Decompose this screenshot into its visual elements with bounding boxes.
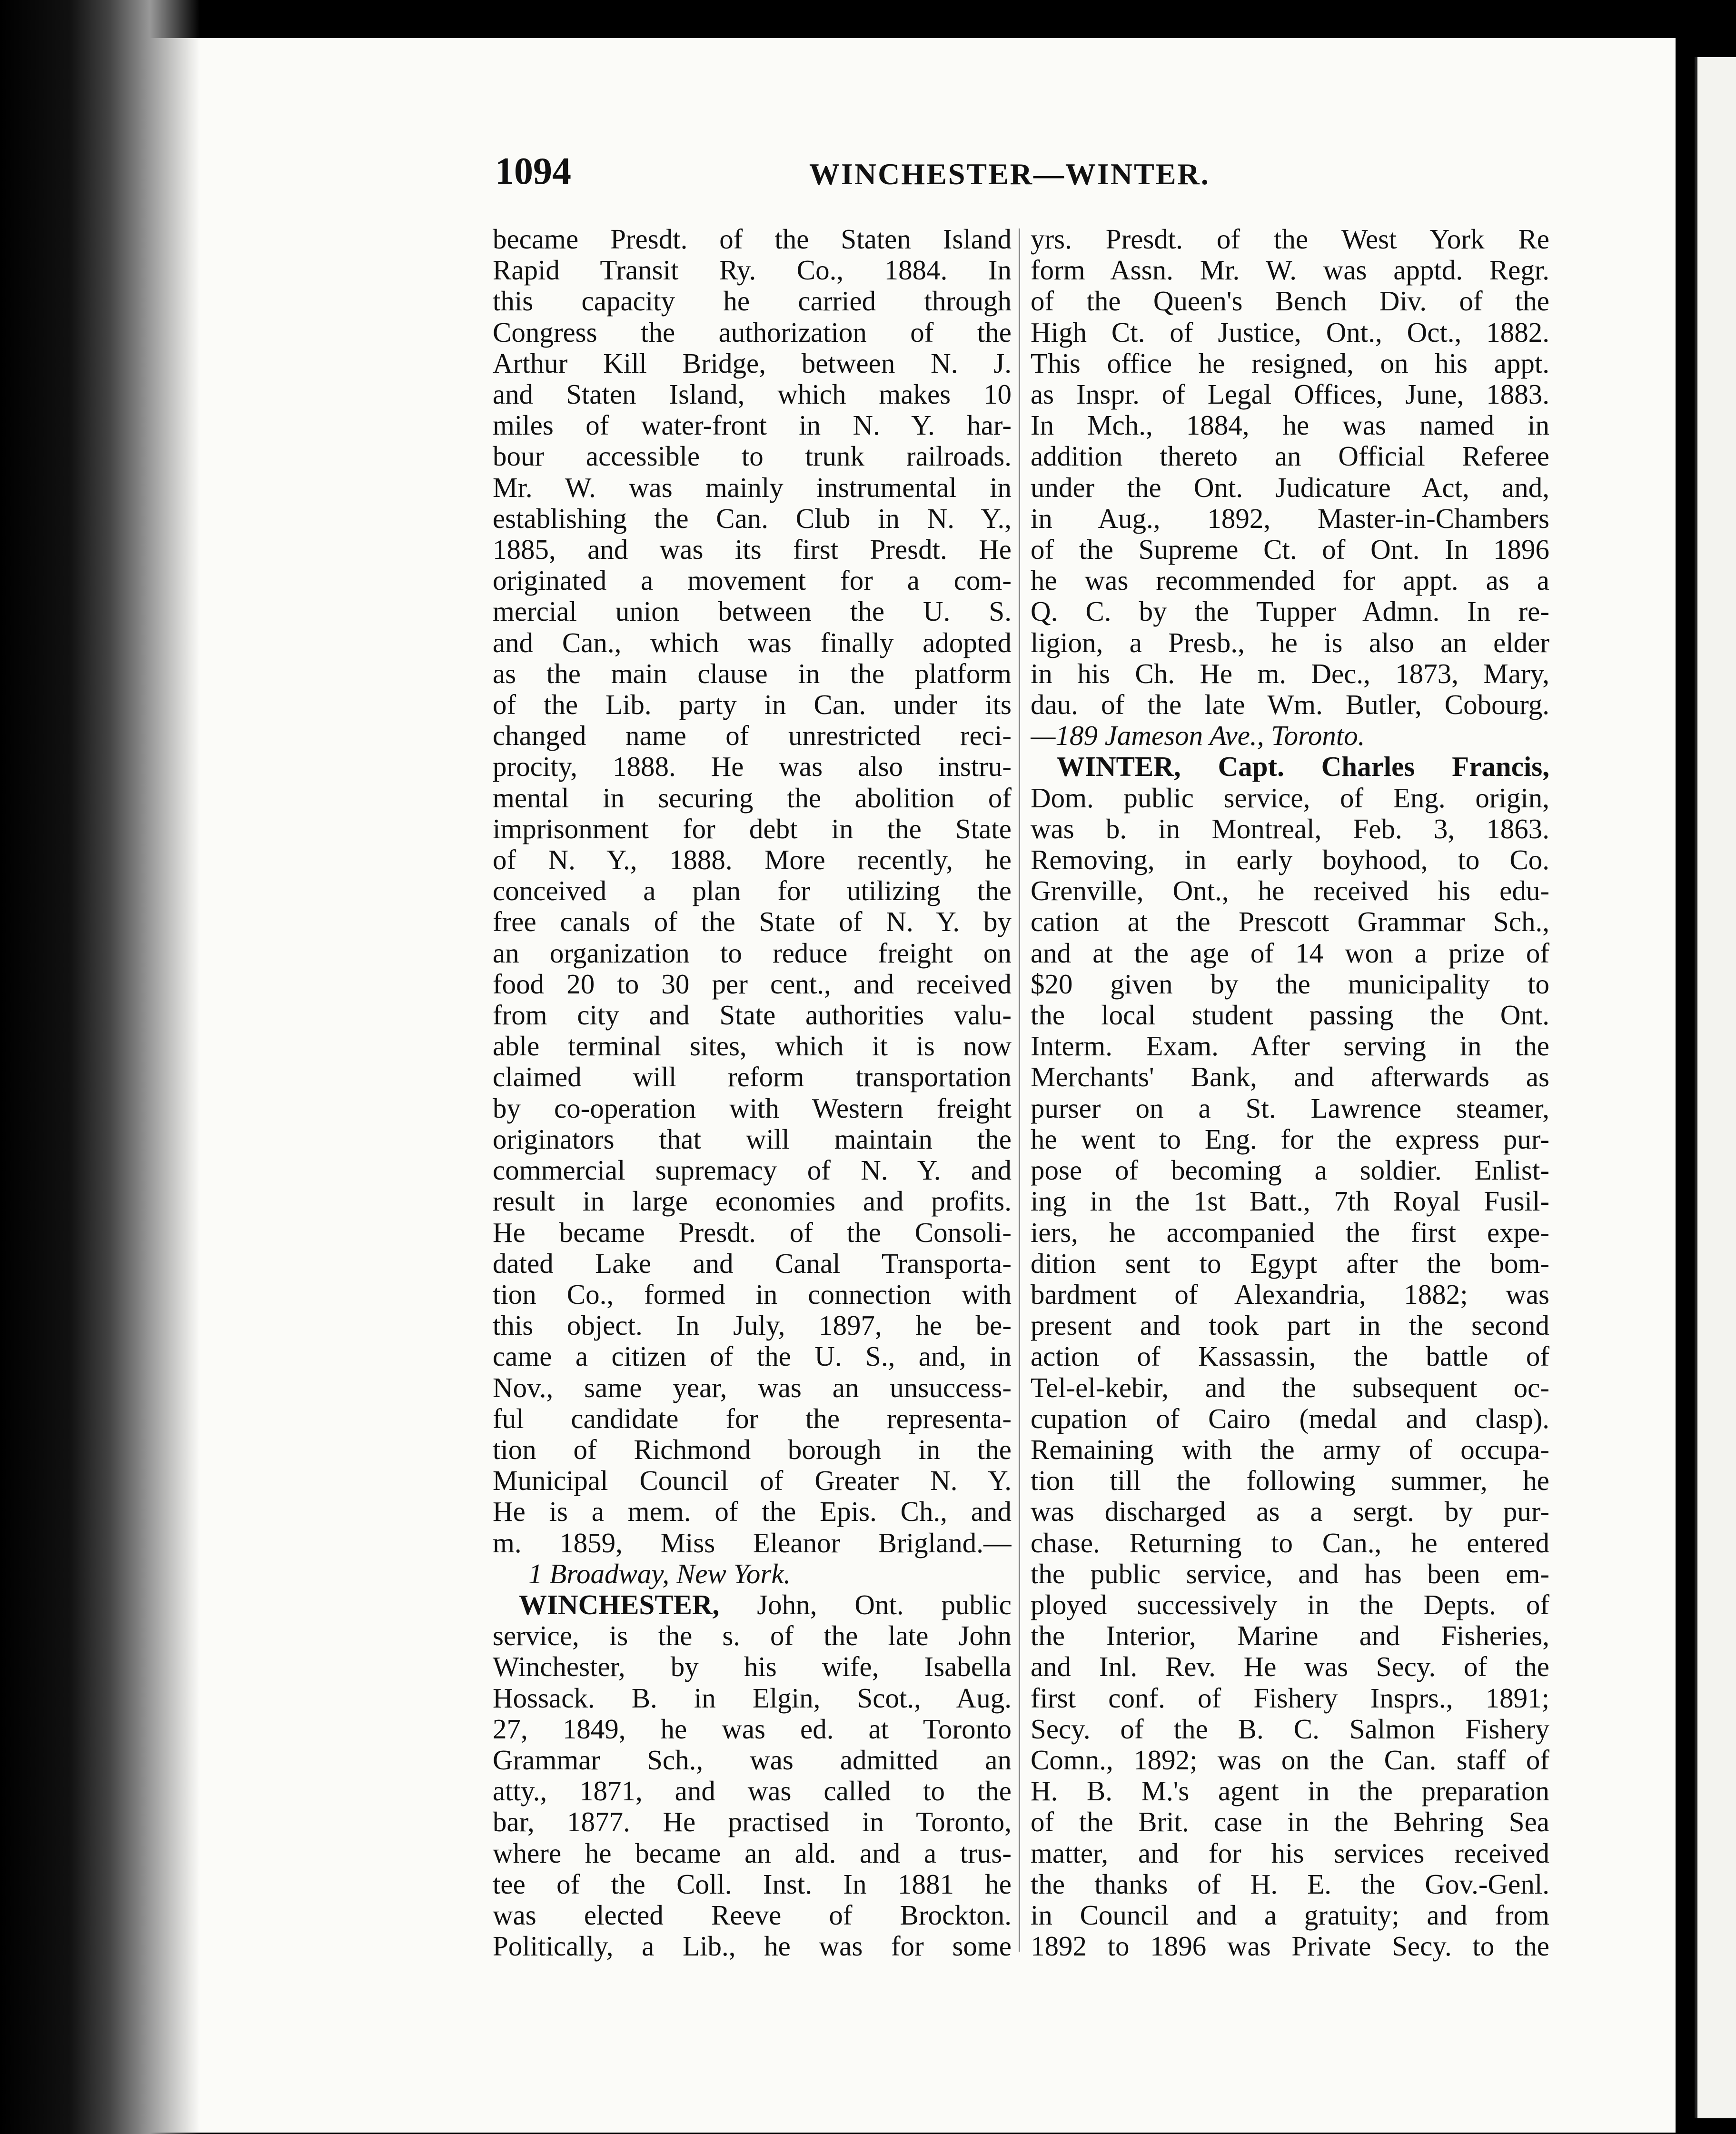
text-line: addition thereto an Official Referee — [1031, 441, 1549, 472]
text-line: 1885, and was its first Presdt. He — [493, 534, 1012, 566]
text-line: tion of Richmond borough in the — [493, 1434, 1012, 1465]
address-line: 1 Broadway, New York. — [528, 1558, 791, 1589]
text-line: 1892 to 1896 was Private Secy. to the — [1031, 1931, 1549, 1962]
text-line: ful candidate for the representa- — [493, 1403, 1012, 1434]
text-line: originated a movement for a com- — [493, 565, 1012, 596]
text-line: Grenville, Ont., he received his edu- — [1031, 875, 1549, 907]
text-line: Mr. W. was mainly instrumental in — [493, 472, 1012, 503]
text-line: was elected Reeve of Brockton. — [493, 1899, 1012, 1931]
text-line: chase. Returning to Can., he entered — [1031, 1527, 1549, 1558]
text-line: of the Supreme Ct. of Ont. In 1896 — [1031, 534, 1549, 566]
text-line: matter, and for his services received — [1031, 1837, 1549, 1869]
text-line: 27, 1849, he was ed. at Toronto — [493, 1713, 1012, 1745]
text-line: free canals of the State of N. Y. by — [493, 906, 1012, 938]
text-line: and Staten Island, which makes 10 — [493, 379, 1012, 410]
entry-heading-line — [493, 1589, 1012, 1620]
text-line: changed name of unrestricted reci- — [493, 720, 1012, 752]
text-line: dau. of the late Wm. Butler, Cobourg. — [1031, 689, 1549, 721]
text-line: This office he resigned, on his appt. — [1031, 347, 1549, 379]
entry-heading-line — [1031, 751, 1549, 782]
text-line: Comn., 1892; was on the Can. staff of — [1031, 1744, 1549, 1776]
text-line: bar, 1877. He practised in Toronto, — [493, 1806, 1012, 1838]
text-line: mental in securing the abolition of — [493, 782, 1012, 814]
text-line: was b. in Montreal, Feb. 3, 1863. — [1031, 813, 1549, 844]
entry-body — [1031, 783, 1549, 1962]
text-line: came a citizen of the U. S., and, in — [493, 1341, 1012, 1372]
text-line: tion Co., formed in connection with — [493, 1279, 1012, 1310]
text-line: as Inspr. of Legal Offices, June, 1883. — [1031, 379, 1549, 410]
text-line: Secy. of the B. C. Salmon Fishery — [1031, 1713, 1549, 1745]
text-line: he was recommended for appt. as a — [1031, 565, 1549, 596]
text-line: the Interior, Marine and Fisheries, — [1031, 1620, 1549, 1652]
text-line: in Council and a gratuity; and from — [1031, 1899, 1549, 1931]
text-line: in his Ch. He m. Dec., 1873, Mary, — [1031, 658, 1549, 689]
text-line: originators that will maintain the — [493, 1123, 1012, 1155]
text-line: dated Lake and Canal Transporta- — [493, 1248, 1012, 1279]
text-line: ployed successively in the Depts. of — [1031, 1589, 1549, 1620]
text-line: Nov., same year, was an unsuccess- — [493, 1372, 1012, 1403]
text-line: ligion, a Presb., he is also an elder — [1031, 627, 1549, 658]
text-line: and Can., which was finally adopted — [493, 627, 1012, 658]
text-line: of the Lib. party in Can. under its — [493, 689, 1012, 721]
text-line: the public service, and has been em- — [1031, 1558, 1549, 1589]
text-line: commercial supremacy of N. Y. and — [493, 1155, 1012, 1186]
binding-gutter-shadow — [0, 0, 200, 2134]
text-line: Dom. public service, of Eng. origin, — [1031, 782, 1549, 814]
text-line: In Mch., 1884, he was named in — [1031, 410, 1549, 441]
text-line: dition sent to Egypt after the bom- — [1031, 1248, 1549, 1279]
text-line: procity, 1888. He was also instru- — [493, 751, 1012, 783]
text-line: bour accessible to trunk railroads. — [493, 441, 1012, 472]
text-line: Merchants' Bank, and afterwards as — [1031, 1062, 1549, 1093]
right-column-body — [1031, 224, 1549, 720]
text-line: m. 1859, Miss Eleanor Brigland.— — [493, 1527, 1012, 1558]
text-line: action of Kassassin, the battle of — [1031, 1341, 1549, 1372]
text-line: under the Ont. Judicature Act, and, — [1031, 472, 1549, 503]
text-line: Removing, in early boyhood, to Co. — [1031, 844, 1549, 876]
text-line: where he became an ald. and a trus- — [493, 1837, 1012, 1869]
text-line: Arthur Kill Bridge, between N. J. — [493, 347, 1012, 379]
text-line: an organization to reduce freight on — [493, 937, 1012, 969]
entry-heading-rest: John, Ont. public — [719, 1589, 1012, 1620]
text-line: cupation of Cairo (medal and clasp). — [1031, 1403, 1549, 1434]
text-line: from city and State authorities valu- — [493, 1000, 1012, 1031]
page-header — [476, 150, 1618, 202]
text-line: and at the age of 14 won a prize of — [1031, 937, 1549, 969]
text-line: Municipal Council of Greater N. Y. — [493, 1465, 1012, 1497]
text-line: He is a mem. of the Epis. Ch., and — [493, 1496, 1012, 1528]
page-number: 1094 — [495, 150, 571, 192]
text-line: pose of becoming a soldier. Enlist- — [1031, 1155, 1549, 1186]
text-line: Q. C. by the Tupper Admn. In re- — [1031, 596, 1549, 627]
text-line: this capacity he carried through — [493, 286, 1012, 317]
text-line: H. B. M.'s agent in the preparation — [1031, 1776, 1549, 1807]
text-line: Congress the authorization of the — [493, 317, 1012, 348]
entry-name: WINCHESTER, — [519, 1589, 720, 1620]
text-line: able terminal sites, which it is now — [493, 1031, 1012, 1062]
text-line: yrs. Presdt. of the West York Re — [1031, 224, 1549, 255]
text-line: $20 given by the municipality to — [1031, 968, 1549, 1000]
text-line: Hossack. B. in Elgin, Scot., Aug. — [493, 1682, 1012, 1714]
text-line: claimed will reform transportation — [493, 1062, 1012, 1093]
text-line: Remaining with the army of occupa- — [1031, 1434, 1549, 1465]
text-line: of the Brit. case in the Behring Sea — [1031, 1806, 1549, 1838]
text-line: form Assn. Mr. W. was apptd. Regr. — [1031, 255, 1549, 286]
text-line: result in large economies and profits. — [493, 1186, 1012, 1217]
entry-body — [493, 1620, 1012, 1962]
text-line: he went to Eng. for the express pur- — [1031, 1123, 1549, 1155]
entry-name: WINTER, — [1057, 751, 1181, 783]
text-line: imprisonment for debt in the State — [493, 813, 1012, 844]
text-line: atty., 1871, and was called to the — [493, 1776, 1012, 1807]
text-line: the thanks of H. E. the Gov.-Genl. — [1031, 1868, 1549, 1900]
text-line: establishing the Can. Club in N. Y., — [493, 503, 1012, 534]
column-divider — [1019, 228, 1020, 1952]
left-column — [493, 224, 1012, 1962]
text-line: of the Queen's Bench Div. of the — [1031, 286, 1549, 317]
text-line: by co-operation with Western freight — [493, 1092, 1012, 1124]
text-line: purser on a St. Lawrence steamer, — [1031, 1092, 1549, 1124]
text-line: service, is the s. of the late John — [493, 1620, 1012, 1652]
text-line: the local student passing the Ont. — [1031, 1000, 1549, 1031]
text-line: was discharged as a sergt. by pur- — [1031, 1496, 1549, 1528]
text-line: Grammar Sch., was admitted an — [493, 1744, 1012, 1776]
text-line: iers, he accompanied the first expe- — [1031, 1217, 1549, 1248]
text-line: of N. Y., 1888. More recently, he — [493, 844, 1012, 876]
text-line: miles of water-front in N. Y. har- — [493, 410, 1012, 441]
text-line: tee of the Coll. Inst. In 1881 he — [493, 1868, 1012, 1900]
text-line: High Ct. of Justice, Ont., Oct., 1882. — [1031, 317, 1549, 348]
text-line: cation at the Prescott Grammar Sch., — [1031, 906, 1549, 938]
text-line: tion till the following summer, he — [1031, 1465, 1549, 1497]
text-line: He became Presdt. of the Consoli- — [493, 1217, 1012, 1248]
text-line: first conf. of Fishery Insprs., 1891; — [1031, 1682, 1549, 1714]
text-line: Politically, a Lib., he was for some — [493, 1931, 1012, 1962]
left-column-body — [493, 224, 1012, 1558]
right-column — [1031, 224, 1549, 1962]
text-line: this object. In July, 1897, he be- — [493, 1310, 1012, 1341]
text-line: Winchester, by his wife, Isabella — [493, 1651, 1012, 1683]
text-line: ing in the 1st Batt., 7th Royal Fusil- — [1031, 1186, 1549, 1217]
next-page-edge — [1695, 57, 1736, 2118]
text-line: mercial union between the U. S. — [493, 596, 1012, 627]
address-line: —189 Jameson Ave., Toronto. — [1031, 720, 1365, 752]
text-line: Interm. Exam. After serving in the — [1031, 1031, 1549, 1062]
text-line: food 20 to 30 per cent., and received — [493, 968, 1012, 1000]
text-line: Tel-el-kebir, and the subsequent oc- — [1031, 1372, 1549, 1403]
text-line: in Aug., 1892, Master-in-Chambers — [1031, 503, 1549, 534]
text-line: and Inl. Rev. He was Secy. of the — [1031, 1651, 1549, 1683]
scan-top-border — [0, 0, 1736, 38]
text-line: present and took part in the second — [1031, 1310, 1549, 1341]
text-line: conceived a plan for utilizing the — [493, 875, 1012, 907]
text-line: Rapid Transit Ry. Co., 1884. In — [493, 255, 1012, 286]
entry-heading-rest: Capt. Charles Francis, — [1180, 751, 1549, 783]
running-head: WINCHESTER—WINTER. — [809, 157, 1210, 191]
text-line: bardment of Alexandria, 1882; was — [1031, 1279, 1549, 1310]
text-line: became Presdt. of the Staten Island — [493, 224, 1012, 255]
text-line: as the main clause in the platform — [493, 658, 1012, 689]
